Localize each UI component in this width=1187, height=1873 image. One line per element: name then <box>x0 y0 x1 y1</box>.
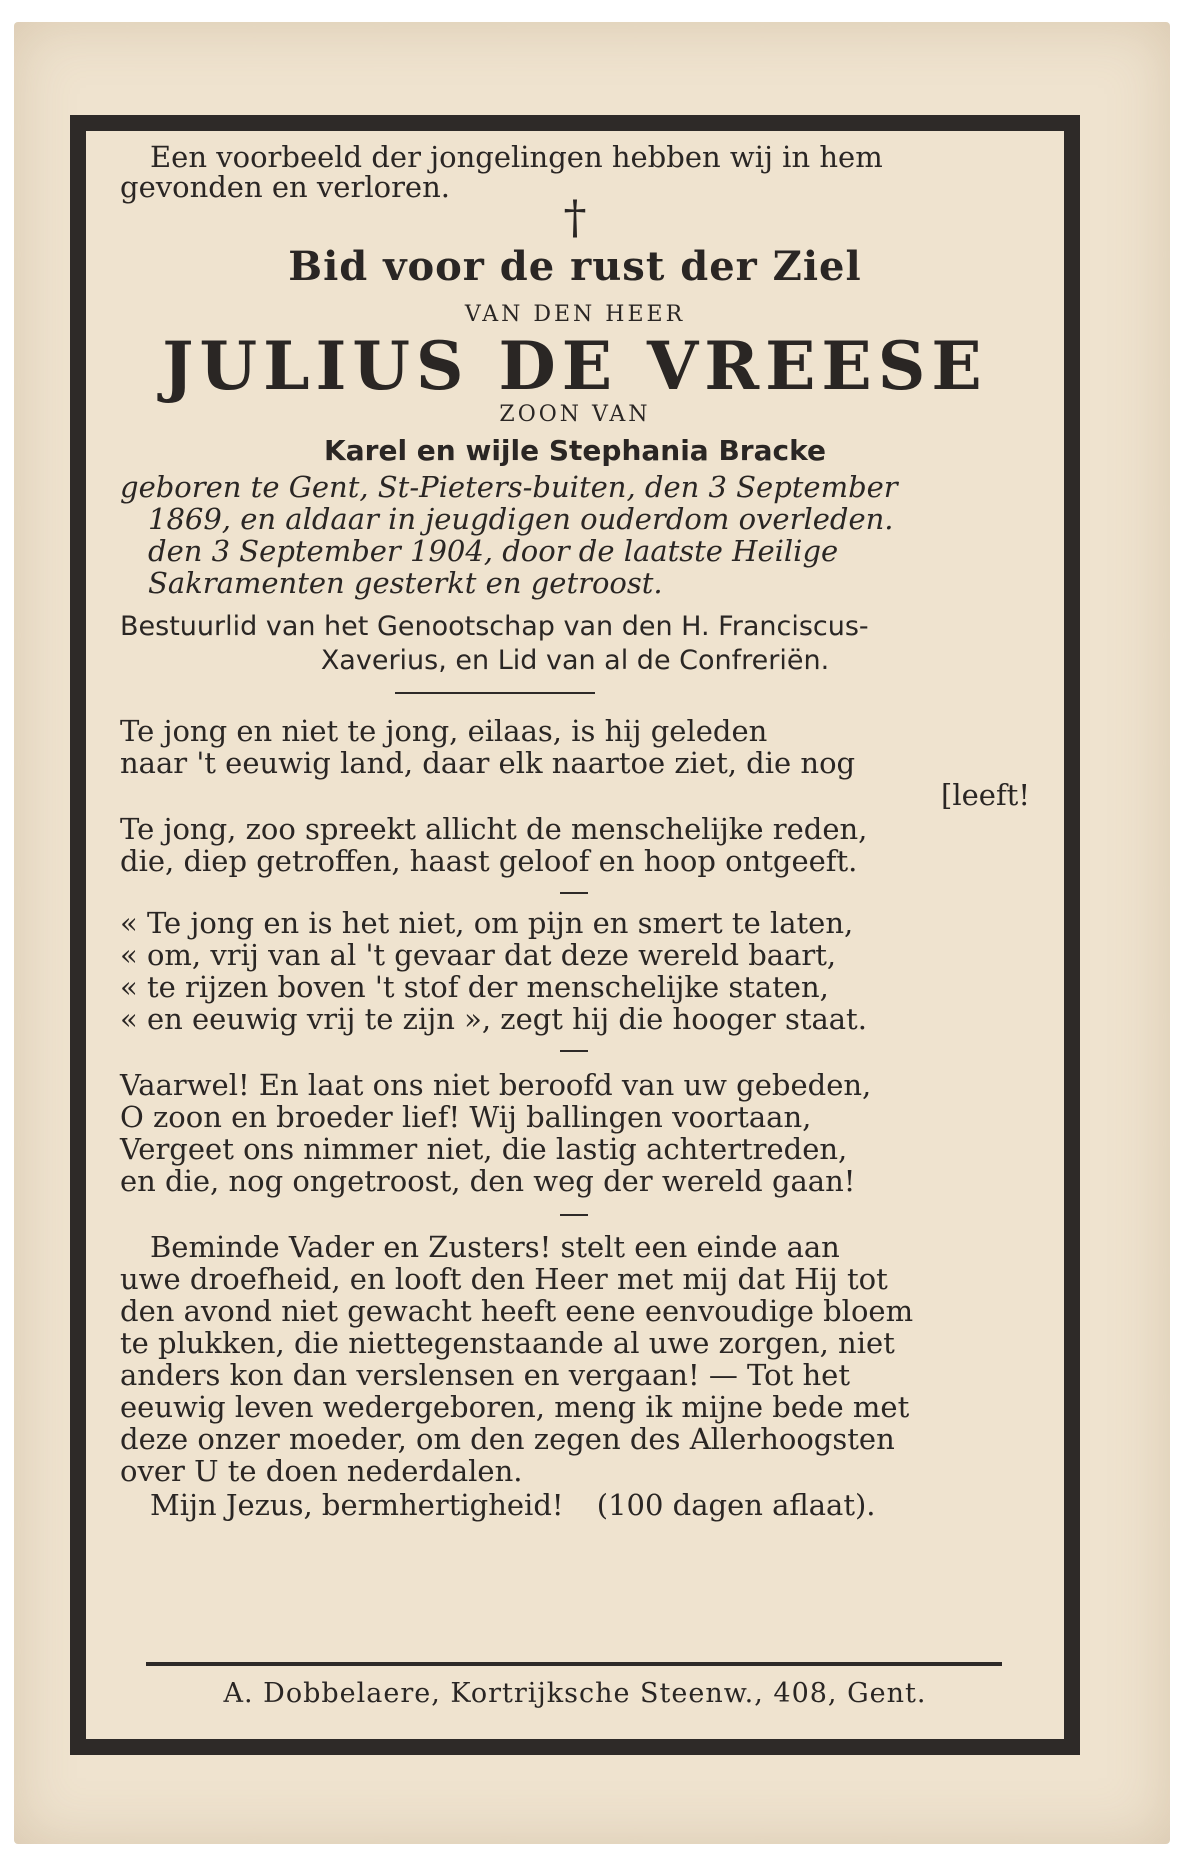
closing-prayer: Mijn Jezus, bermhertigheid! <box>150 1488 564 1522</box>
membership-line-1: Bestuurlid van het Genootschap van den H. Franciscus- <box>120 611 869 642</box>
poem1-line-2: naar 't eeuwig land, daar elk naartoe ziet, die nog <box>120 746 856 780</box>
poem3-line-2: O zoon en broeder lief! Wij ballingen voortaan, <box>120 1100 812 1134</box>
poem1-line-3: [leeft! <box>941 778 1030 812</box>
prose-line-4: te plukken, die niettegenstaande al uwe zorgen, niet <box>120 1326 895 1360</box>
birth-death-line-2: 1869, en aldaar in jeugdigen ouderdom overleden. <box>148 502 894 536</box>
poem3-line-4: en die, nog ongetroost, den weg der wereld gaan! <box>120 1164 856 1198</box>
birth-death-line-4: Sakramenten gesterkt en getroost. <box>148 566 663 600</box>
indulgence: (100 dagen aflaat). <box>596 1488 876 1522</box>
prose-line-2: uwe droefheid, en looft den Heer met mij dat Hij tot <box>120 1262 888 1296</box>
prayer-heading: Bid voor de rust der Ziel <box>288 243 862 290</box>
footer-rule <box>146 1662 1002 1666</box>
prose-line-6: eeuwig leven wedergeboren, meng ik mijne bede met <box>120 1390 910 1424</box>
poem1-line-5: die, diep getroffen, haast geloof en hoop ontgeeft. <box>120 844 858 878</box>
motto-line-1: Een voorbeeld der jongelingen hebben wij in hem <box>150 140 883 174</box>
motto-line-2: gevonden en verloren. <box>120 170 450 204</box>
birth-death-line-3: den 3 September 1904, door de laatste Heilige <box>148 534 839 568</box>
stanza-dash-1 <box>560 892 588 894</box>
prose-line-3: den avond niet gewacht heeft eene eenvoudige bloem <box>120 1294 914 1328</box>
poem2-line-1: « Te jong en is het niet, om pijn en smert te laten, <box>120 906 854 940</box>
prose-line-8: over U te doen nederdalen. <box>120 1454 523 1488</box>
van-den-heer: VAN DEN HEER <box>464 302 686 327</box>
section-rule <box>395 692 595 694</box>
printer-credit: A. Dobbelaere, Kortrijksche Steenw., 408, Gent. <box>223 1678 927 1709</box>
prose-line-1: Beminde Vader en Zusters! stelt een einde aan <box>150 1230 840 1264</box>
stanza-dash-3 <box>560 1214 588 1216</box>
prose-line-7: deze onzer moeder, om den zegen des Allerhoogsten <box>120 1422 895 1456</box>
deceased-name: JULIUS DE VREESE <box>162 327 988 405</box>
prose-line-5: anders kon dan verslensen en vergaan! — Tot het <box>120 1358 850 1392</box>
poem1-line-4: Te jong, zoo spreekt allicht de menschelijke reden, <box>120 812 868 846</box>
closing-line <box>150 1488 1060 1522</box>
poem2-line-2: « om, vrij van al 't gevaar dat deze wereld baart, <box>120 938 837 972</box>
parents: Karel en wijle Stephania Bracke <box>324 434 826 467</box>
birth-death-line-1: geboren te Gent, St-Pieters-buiten, den 3 September <box>120 470 898 504</box>
poem3-line-1: Vaarwel! En laat ons niet beroofd van uw gebeden, <box>120 1068 872 1102</box>
poem1-line-1: Te jong en niet te jong, eilaas, is hij geleden <box>120 714 768 748</box>
cross-icon: † <box>563 190 587 244</box>
poem3-line-3: Vergeet ons nimmer niet, die lastig achtertreden, <box>120 1132 848 1166</box>
membership-line-2: Xaverius, en Lid van al de Confreriën. <box>320 645 830 676</box>
poem2-line-3: « te rijzen boven 't stof der menschelijke staten, <box>120 970 829 1004</box>
zoon-van: ZOON VAN <box>499 402 651 427</box>
poem2-line-4: « en eeuwig vrij te zijn », zegt hij die hooger staat. <box>120 1002 867 1036</box>
stanza-dash-2 <box>560 1050 588 1052</box>
